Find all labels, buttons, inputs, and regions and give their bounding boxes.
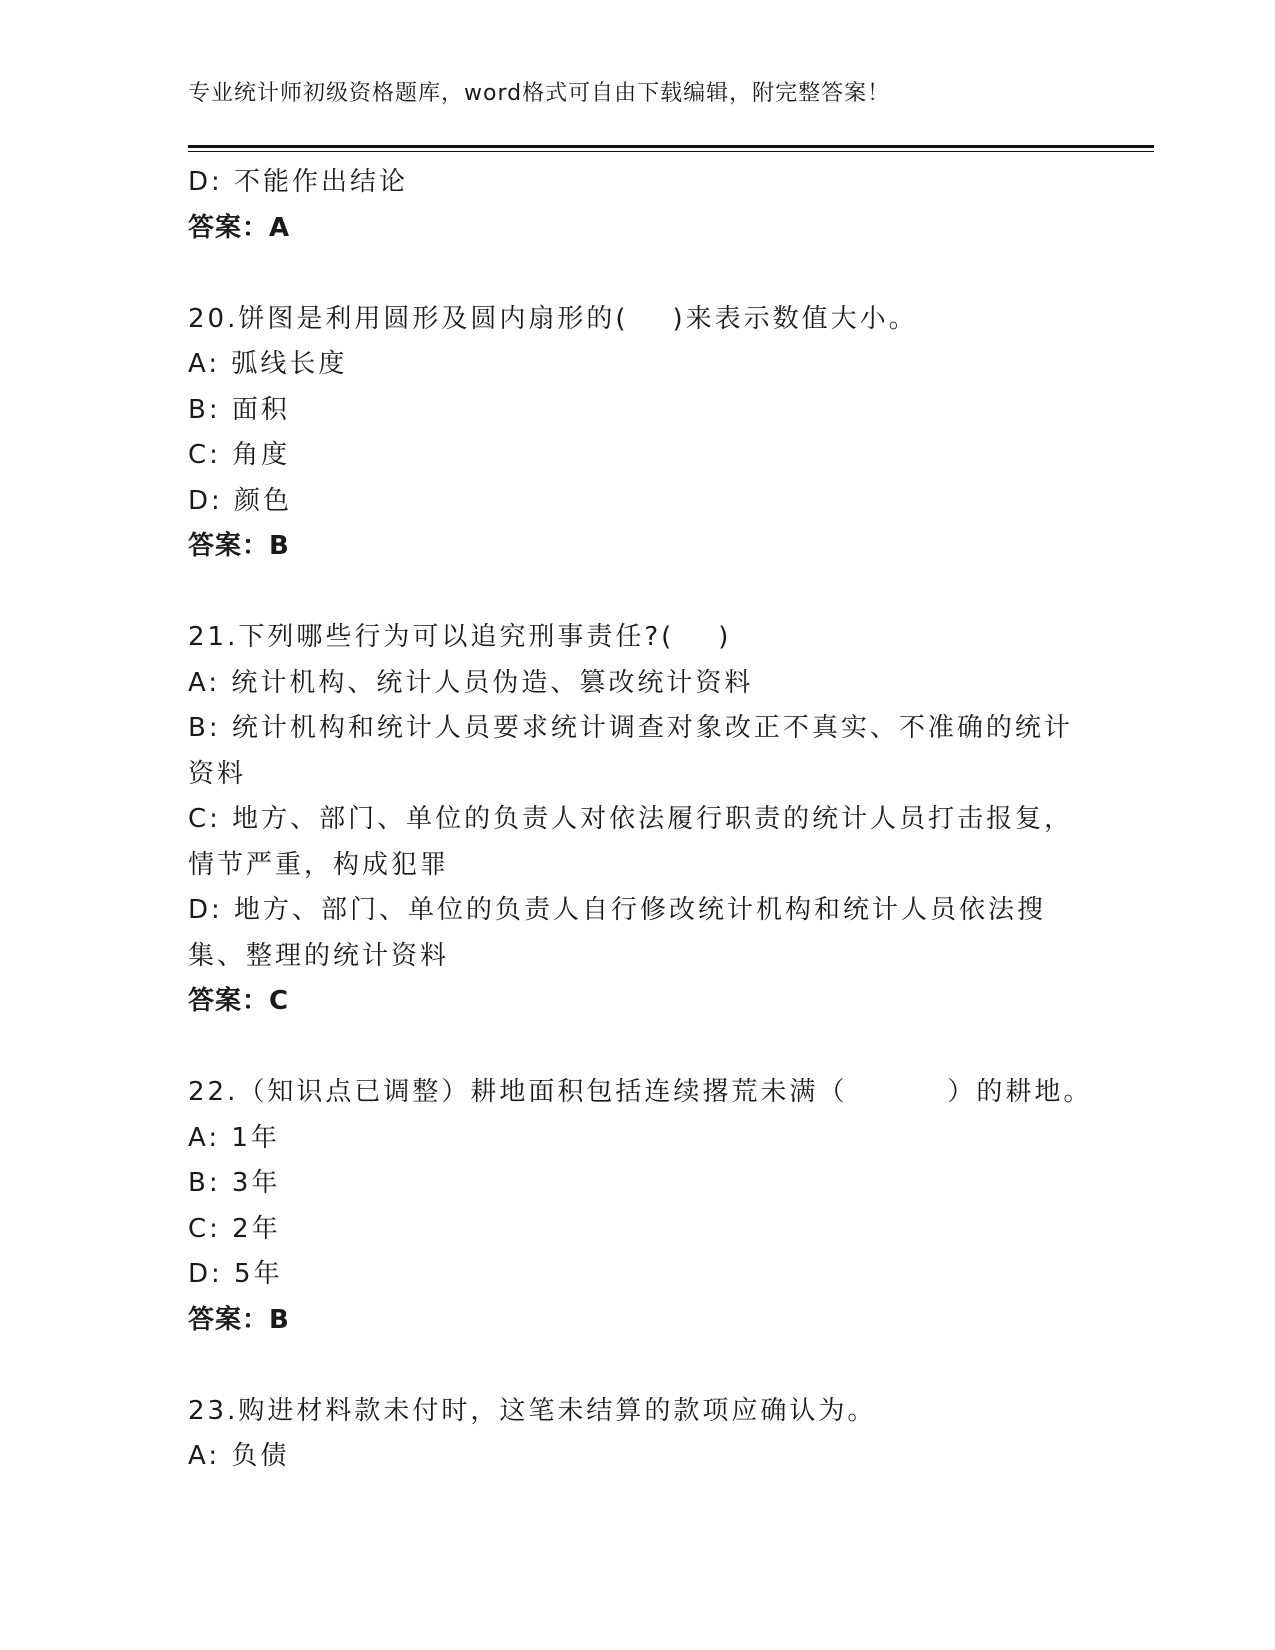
q21-stem-before: 21.下列哪些行为可以追究刑事责任?( <box>188 622 675 652</box>
q21-stem-after: ) <box>718 622 732 652</box>
q23-stem: 23.购进材料款未付时，这笔未结算的款项应确认为。 <box>188 1395 877 1426</box>
q19-answer: 答案：A <box>188 212 291 243</box>
q21-option-a: A: 统计机构、统计人员伪造、篡改统计资料 <box>188 667 754 698</box>
header-rule-thick <box>188 145 1154 148</box>
question-content <box>188 160 1093 1480</box>
q22-stem <box>188 1070 1093 1116</box>
page-header: 专业统计师初级资格题库，word格式可自由下载编辑，附完整答案！ <box>188 81 891 106</box>
q20-option-a: A: 弧线长度 <box>188 349 348 379</box>
q20-stem-before: 20.饼图是利用圆形及圆内扇形的( <box>188 303 629 334</box>
q20-option-d: D: 颜色 <box>188 485 293 516</box>
header-rule-thin <box>188 151 1154 152</box>
q23-option-a: A: 负债 <box>188 1441 290 1471</box>
q21-answer: 答案：C <box>188 986 290 1016</box>
q22-answer: 答案：B <box>188 1304 290 1335</box>
q22-stem-before: 22.（知识点已调整）耕地面积包括连续撂荒未满（ <box>188 1077 848 1107</box>
q20-stem <box>188 297 1088 343</box>
q21-stem <box>188 615 1088 661</box>
q20-option-b: B: 面积 <box>188 394 290 425</box>
q21-option-b: B: 统计机构和统计人员要求统计调查对象改正不真实、不准确的统计资料 <box>188 713 1073 789</box>
q22-option-a: A: 1年 <box>188 1122 280 1153</box>
q19-option-d: D: 不能作出结论 <box>188 167 409 197</box>
q20-stem-after: )来表示数值大小。 <box>672 303 918 334</box>
q20-answer: 答案：B <box>188 531 290 561</box>
q20-option-c: C: 角度 <box>188 440 291 470</box>
q22-option-d: D: 5年 <box>188 1259 283 1289</box>
q21-option-d: D: 地方、部门、单位的负责人自行修改统计机构和统计人员依法搜集、整理的统计资料 <box>188 895 1047 971</box>
q22-option-c: C: 2年 <box>188 1213 281 1244</box>
q22-option-b: B: 3年 <box>188 1168 281 1198</box>
q22-stem-after: ）的耕地。 <box>947 1077 1093 1107</box>
q21-option-c: C: 地方、部门、单位的负责人对依法履行职责的统计人员打击报复，情节严重，构成犯罪 <box>188 804 1074 880</box>
